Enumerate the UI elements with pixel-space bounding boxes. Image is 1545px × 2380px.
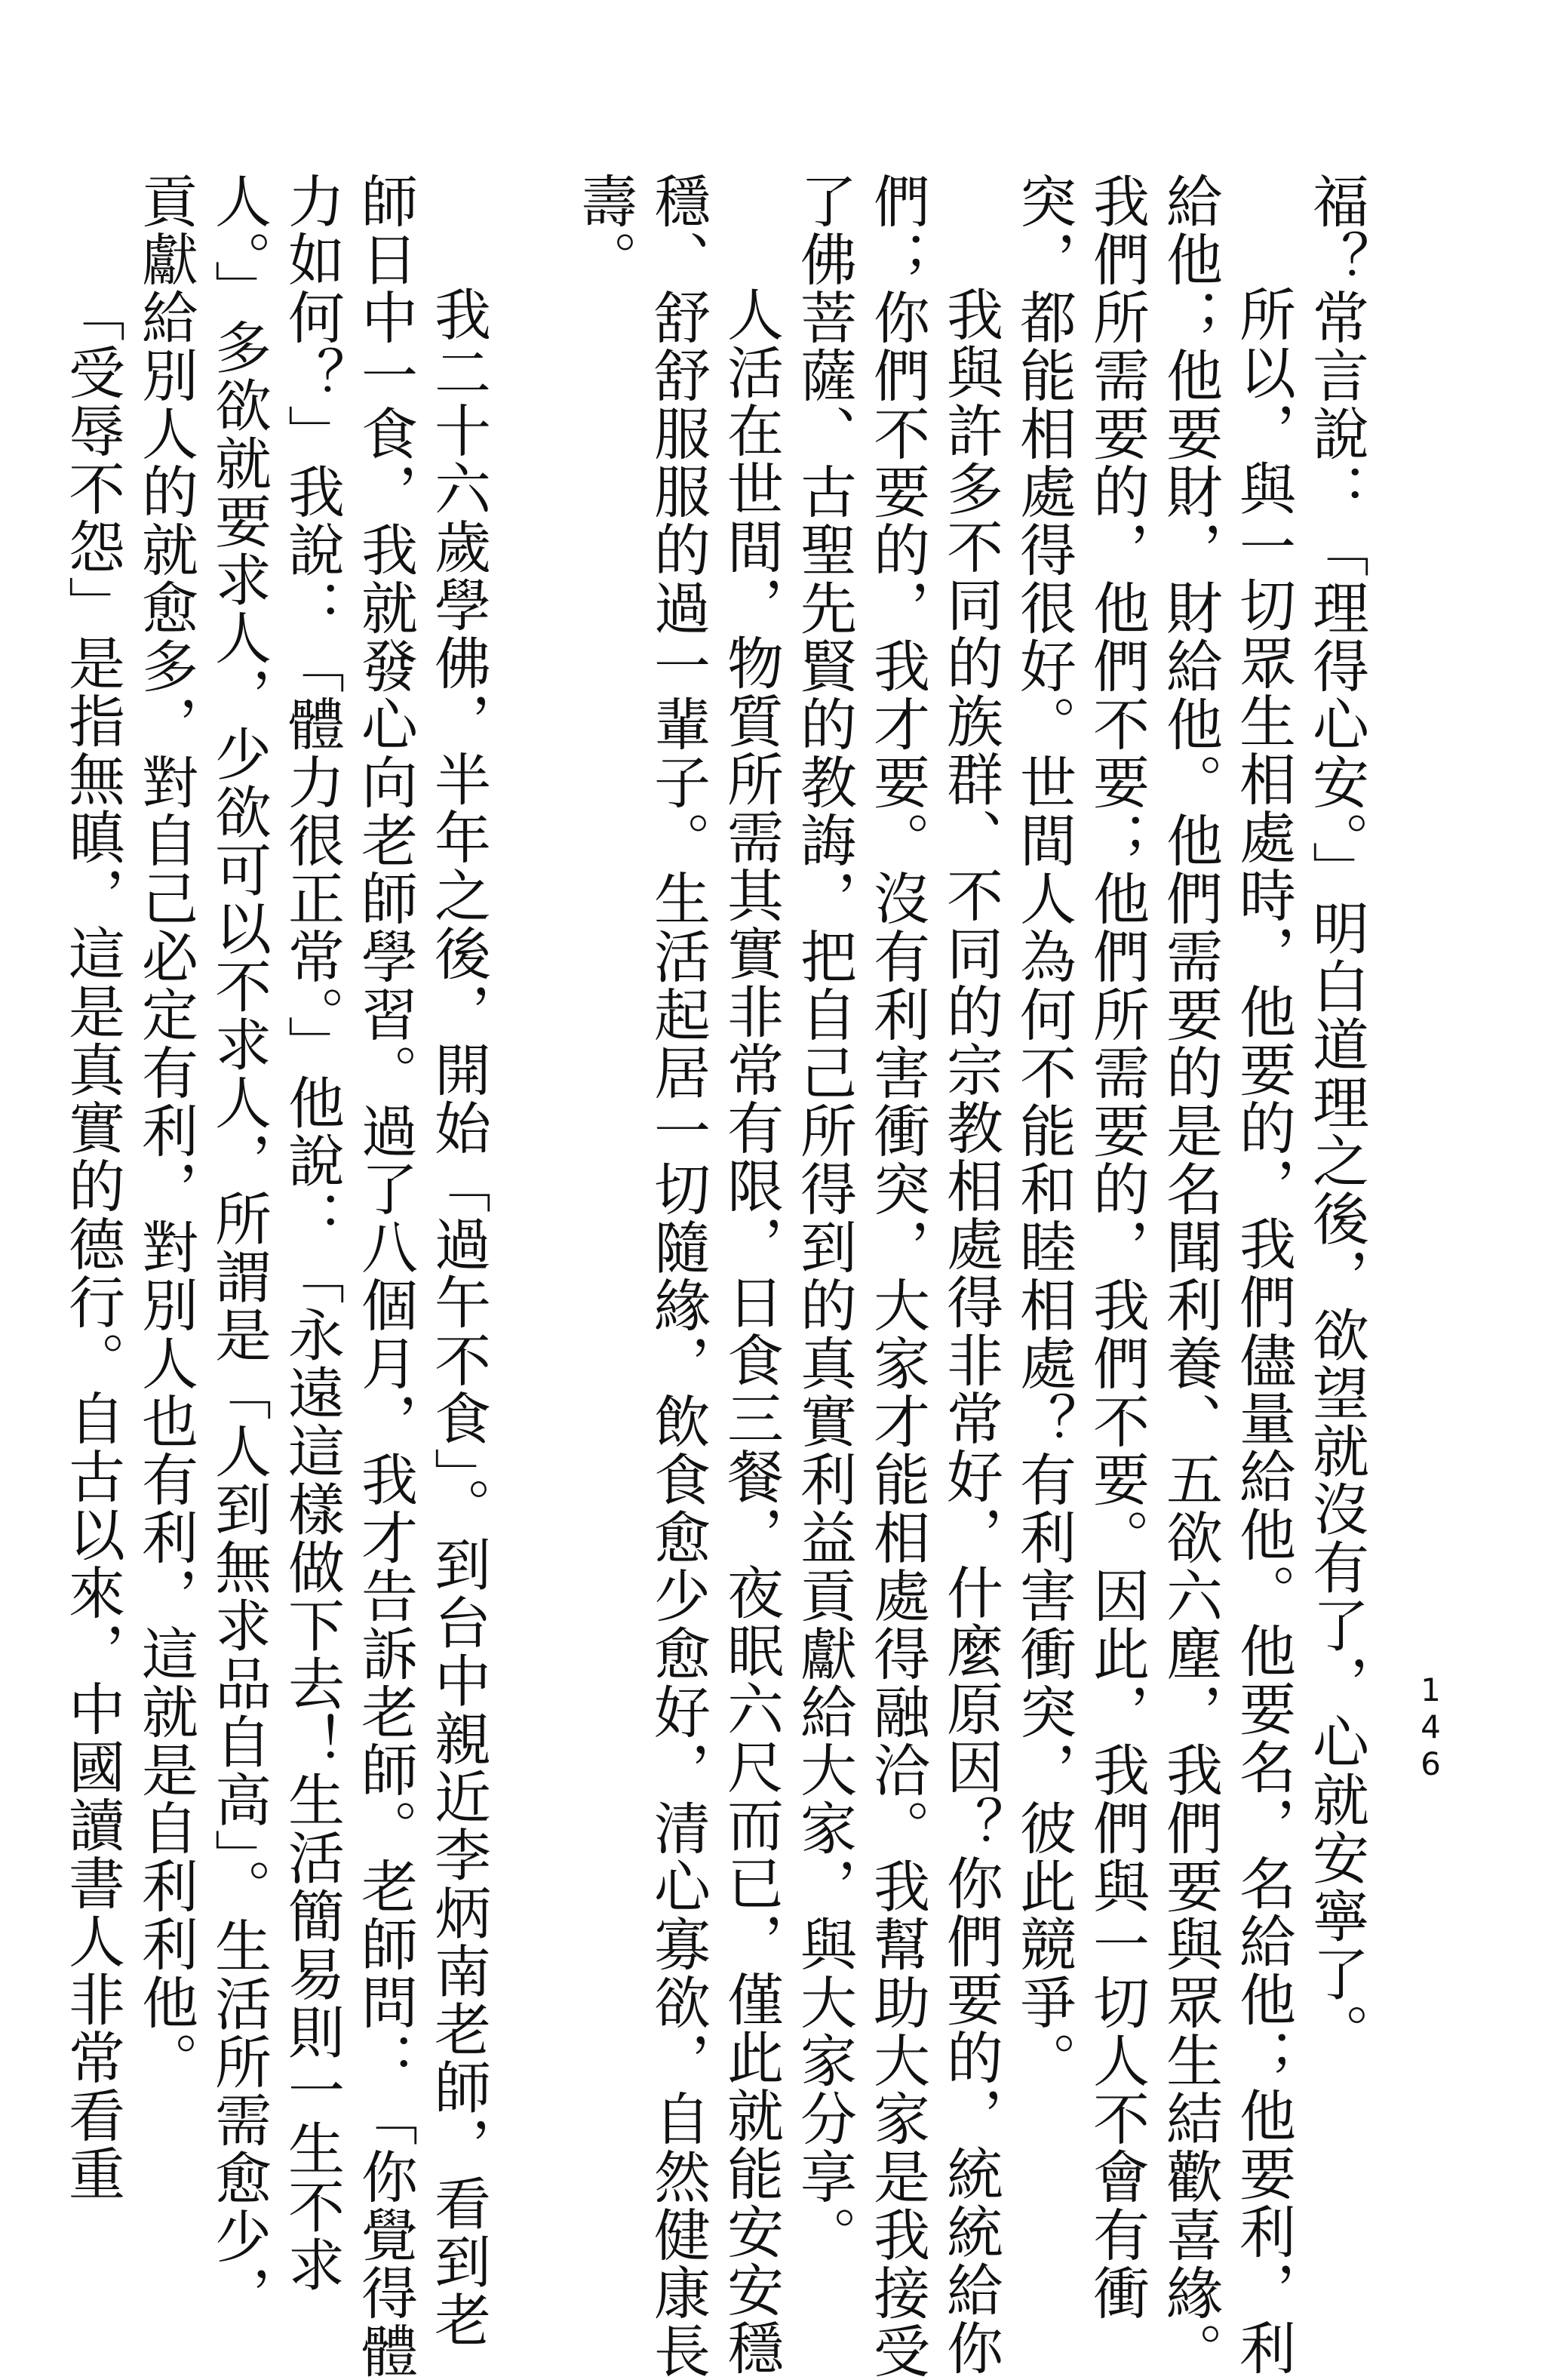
text-line: 我們所需要的，他們不要；他們所需要的，我們不要。因此，我們與一切人不會有衝 xyxy=(1084,172,1150,2322)
text-line: 突，都能相處得很好。世間人為何不能和睦相處？有利害衝突，彼此競爭。 xyxy=(1011,172,1077,2089)
page-number: 146 xyxy=(1412,1671,1449,1782)
text-line: 我二十六歲學佛，半年之後，開始「過午不食」。到台中親近李炳南老師，看到老 xyxy=(425,285,492,2349)
vertical-body-text xyxy=(56,172,1373,2380)
text-line: 穩、舒舒服服的過一輩子。生活起居一切隨緣，飲食愈少愈好，清心寡欲，自然健康長 xyxy=(645,172,711,2380)
text-line: 力如何？」我說：「體力很正常。」他說：「永遠這樣做下去！生活簡易則一生不求 xyxy=(279,172,346,2294)
blank-line xyxy=(495,172,568,2074)
text-line: 人。」多欲就要求人，少欲可以不求人，所謂是「人到無求品自高」。生活所需愈少， xyxy=(206,172,272,2323)
text-line: 福？常言說：「理得心安。」明白道理之後，欲望就沒有了，心就安寧了。 xyxy=(1304,172,1370,2062)
text-line: 所以，與一切眾生相處時，他要的，我們儘量給他。他要名，名給他；他要利，利 xyxy=(1230,285,1297,2377)
text-line: 「受辱不怨」是指無瞋，這是真實的德行。自古以來，中國讀書人非常看重 xyxy=(60,285,126,2203)
text-line: 貢獻給別人的就愈多，對自己必定有利，對別人也有利，這就是自利利他。 xyxy=(133,172,199,2089)
text-line: 們；你們不要的，我才要。沒有利害衝突，大家才能相處得融洽。我幫助大家是我接受 xyxy=(865,172,931,2380)
text-line: 我與許多不同的族群、不同的宗教相處得非常好，什麼原因？你們要的，統統給你 xyxy=(938,285,1004,2377)
text-line: 師日中一食，我就發心向老師學習。過了八個月，我才告訴老師。老師問：「你覺得體 xyxy=(352,172,419,2380)
text-line: 了佛菩薩、古聖先賢的教誨，把自己所得到的真實利益貢獻給大家，與大家分享。 xyxy=(791,172,858,2264)
text-line: 壽。 xyxy=(572,172,638,288)
text-line: 人活在世間，物質所需其實非常有限，日食三餐，夜眠六尺而已，僅此就能安安穩 xyxy=(718,285,785,2377)
text-line: 給他；他要財，財給他。他們需要的是名聞利養、五欲六塵，我們要與眾生結歡喜緣。 xyxy=(1157,172,1224,2380)
